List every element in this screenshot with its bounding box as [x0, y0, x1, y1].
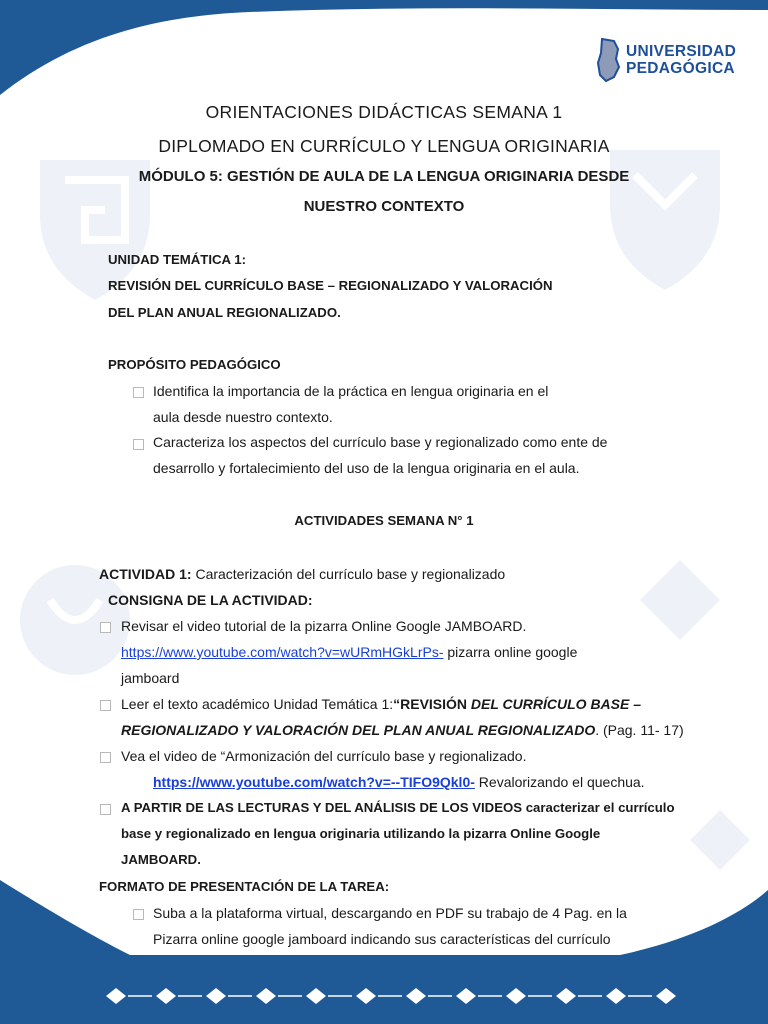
consigna-item-2-l2	[121, 722, 684, 738]
link-after-text-2: Revalorizando el quechua.	[474, 774, 645, 790]
doc-title-line-4: NUESTRO CONTEXTO	[303, 198, 465, 215]
doc-title-module	[0, 168, 768, 185]
item-2-bolditalic-2: REGIONALIZADO Y VALORACIÓN DEL PLAN ANUAL REGIONALIZADO	[121, 722, 596, 738]
item-2-pre: Leer el texto académico Unidad Temática 1:	[121, 696, 394, 712]
actividad-1-text: Caracterización del currículo base y regionalizado	[191, 566, 506, 582]
unidad-label: UNIDAD TEMÁTICA 1:	[108, 252, 246, 267]
checkbox-bullet-icon	[133, 909, 144, 920]
formato-heading: FORMATO DE PRESENTACIÓN DE LA TAREA:	[99, 879, 390, 894]
item-2-end: . (Pag. 11- 17)	[595, 722, 684, 738]
consigna-item-2-l1	[121, 696, 641, 712]
consigna-heading: CONSIGNA DE LA ACTIVIDAD:	[108, 592, 313, 608]
item-2-bolditalic-1: DEL CURRÍCULO BASE –	[467, 696, 642, 712]
youtube-link-jamboard[interactable]: https://www.youtube.com/watch?v=wURmHGkLrPs-	[121, 644, 444, 660]
consigna-item-4-l1: A PARTIR DE LAS LECTURAS Y DEL ANÁLISIS DE LOS VIDEOS caracterizar el currículo	[121, 800, 675, 815]
formato-b1-l1: Suba a la plataforma virtual, descargando en PDF su trabajo de 4 Pag. en la	[153, 905, 627, 921]
logo-line-2: PEDAGÓGICA	[626, 60, 735, 77]
module-rest: : GESTIÓN DE AULA DE LA LENGUA ORIGINARIA DESDE	[217, 168, 630, 185]
consigna-item-1-l3: jamboard	[121, 670, 180, 686]
actividad-1-label: ACTIVIDAD 1:	[99, 566, 192, 582]
actividades-heading: ACTIVIDADES SEMANA N° 1	[294, 513, 474, 528]
checkbox-bullet-icon	[100, 752, 111, 763]
unidad-line-2: DEL PLAN ANUAL REGIONALIZADO.	[108, 305, 341, 320]
checkbox-bullet-icon	[133, 387, 144, 398]
doc-title-line-1: ORIENTACIONES DIDÁCTICAS SEMANA 1	[205, 102, 563, 122]
actividad-1-line	[99, 566, 505, 582]
consigna-item-1: Revisar el video tutorial de la pizarra Online Google JAMBOARD.	[121, 618, 527, 634]
unidad-line-1: REVISIÓN DEL CURRÍCULO BASE – REGIONALIZADO Y VALORACIÓN	[108, 278, 553, 293]
proposito-b1-l2: aula desde nuestro contexto.	[153, 409, 333, 425]
consigna-item-4-l2: base y regionalizado en lengua originaria utilizando la pizarra Online Google	[121, 826, 601, 841]
youtube-link-quechua[interactable]: https://www.youtube.com/watch?v=--TIFO9Qkl0-	[153, 774, 475, 790]
link-after-text: pizarra online google	[443, 644, 578, 660]
proposito-heading: PROPÓSITO PEDAGÓGICO	[108, 357, 281, 372]
formato-b1-l2: Pizarra online google jamboard indicando sus características del currículo	[153, 931, 611, 947]
item-2-bold: “REVISIÓN	[393, 696, 468, 712]
checkbox-bullet-icon	[100, 700, 111, 711]
module-label: MÓDULO 5	[138, 168, 218, 185]
checkbox-bullet-icon	[133, 439, 144, 450]
doc-title-line-2: DIPLOMADO EN CURRÍCULO Y LENGUA ORIGINARIA	[158, 136, 610, 156]
checkbox-bullet-icon	[100, 804, 111, 815]
consigna-item-4-l3: JAMBOARD.	[121, 852, 201, 867]
consigna-item-3-link-line	[153, 774, 645, 790]
proposito-b1-l1: Identifica la importancia de la práctica en lengua originaria en el	[153, 383, 549, 399]
proposito-b2-l2: desarrollo y fortalecimiento del uso de la lengua originaria en el aula.	[153, 460, 580, 476]
consigna-item-3: Vea el video de “Armonización del currículo base y regionalizado.	[121, 748, 527, 764]
consigna-item-1-link-line	[121, 644, 577, 660]
logo-line-1: UNIVERSIDAD	[626, 43, 737, 60]
checkbox-bullet-icon	[100, 622, 111, 633]
proposito-b2-l1: Caracteriza los aspectos del currículo base y regionalizado como ente de	[153, 434, 608, 450]
